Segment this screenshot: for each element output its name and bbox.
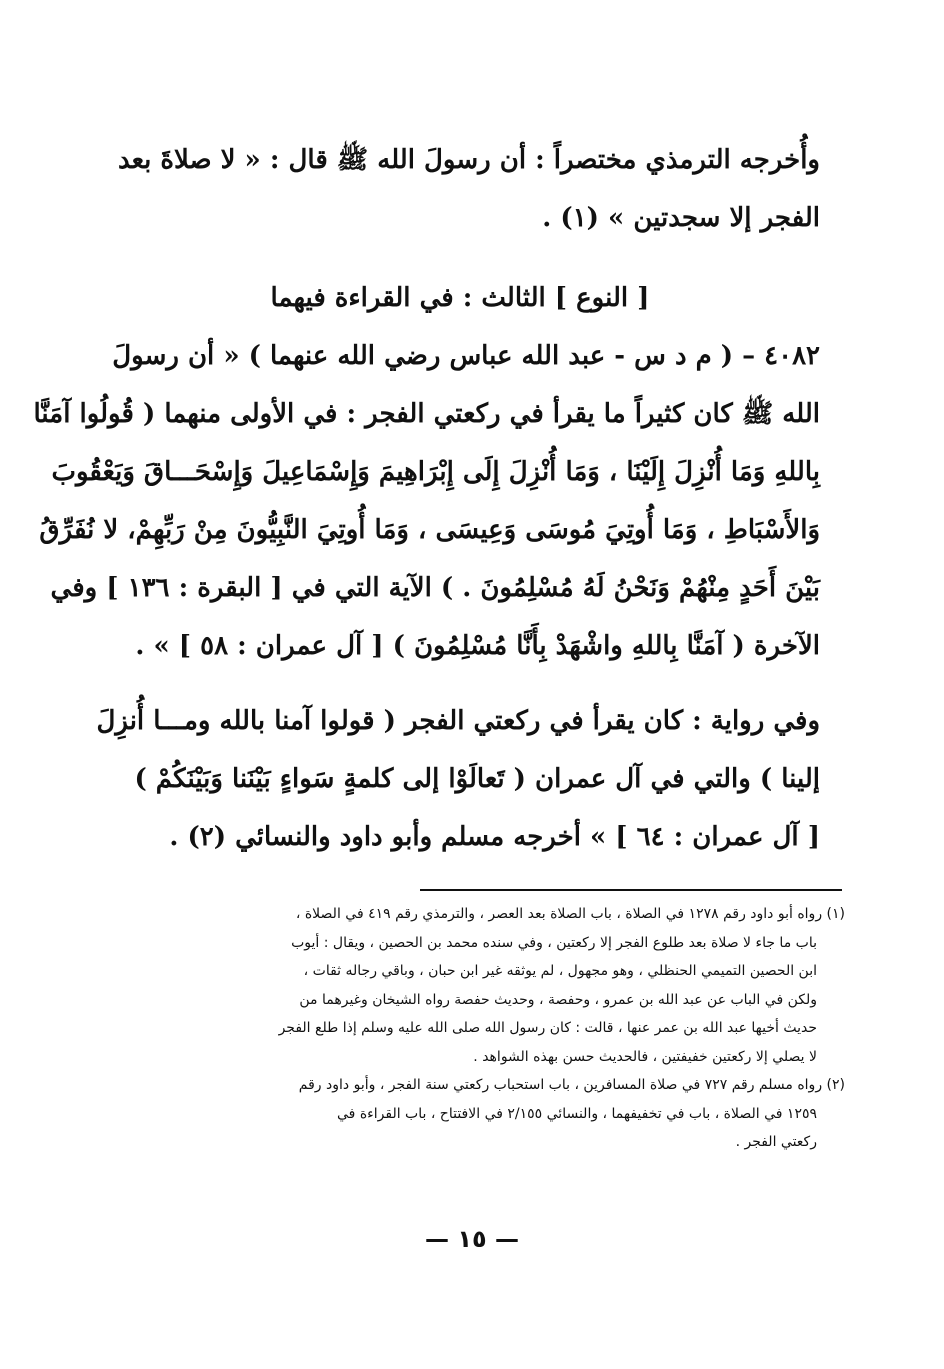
footnote-line: ابن الحصين التميمي الحنظلي ، وهو مجهول ، لم يوثقه غير ابن حبان ، وباقي رجاله ثقات ، [303, 963, 817, 979]
riwaya-paragraph [96, 692, 820, 866]
footnote-line: حديث أخيها عبد الله بن عمر عنها ، قالت : كان رسول الله صلى الله عليه وسلم إذا طلع الفجر [278, 1020, 817, 1036]
footnote-line: ١٢٥٩ في الصلاة ، باب في تخفيفهما ، والنسائي ٢/١٥٥ في الافتتاح ، باب القراءة في [337, 1105, 817, 1122]
footnote-line: باب ما جاء لا صلاة بعد طلوع الفجر إلا ركعتين ، وفي سنده محمد بن الحصين ، ويقال : أيوب [291, 934, 817, 951]
text-line: ٤٠٨٢ – ( م د س - عبد الله عباس رضي الله عنهما ) « أن رسولَ [112, 341, 820, 371]
text-line: الآخرة ( آمَنَّا بِاللهِ واشْهَدْ بِأَنَّا مُسْلِمُونَ ) [ آل عمران : ٥٨ ] » . [135, 631, 820, 661]
hadith-paragraph [33, 327, 820, 675]
footnote-line: لا يصلي إلا ركعتين خفيفتين ، فالحديث حسن بهذه الشواهد . [473, 1048, 817, 1065]
footnote-2 [100, 1071, 845, 1157]
footnote-1 [100, 900, 845, 1071]
text-line: وفي رواية : كان يقرأ في ركعتي الفجر ( قولوا آمنا بالله ومـــا أُنزِلَ [96, 706, 820, 736]
text-line: الله ﷺ كان كثيراً ما يقرأ في ركعتي الفجر : في الأولى منهما ( قُولُوا آمَنَّا [33, 399, 820, 429]
footnotes [100, 900, 845, 1157]
footnote-line: (١) رواه أبو داود رقم ١٢٧٨ في الصلاة ، باب الصلاة بعد العصر ، والترمذي رقم ٤١٩ في الصلاة ، [295, 906, 845, 922]
footnote-line: ركعتي الفجر . [735, 1134, 817, 1150]
footnote-divider [420, 889, 842, 891]
text-line: [ آل عمران : ٦٤ ] » أخرجه مسلم وأبو داود والنسائي (٢) . [169, 822, 820, 852]
section-heading: [ النوع ] الثالث : في القراءة فيهما [270, 283, 650, 313]
page-number: — ١٥ — [424, 1225, 519, 1253]
text-line: الفجر إلا سجدتين » (١) . [542, 203, 820, 233]
text-line: إلينا ) والتي في آل عمران ( تَعالَوْا إلى كلمةٍ سَواءٍ بَيْنَنا وَبَيْنَكُمْ ) [134, 764, 820, 794]
footnote-line: (٢) رواه مسلم رقم ٧٢٧ في صلاة المسافرين ، باب استحباب ركعتي سنة الفجر ، وأبو داود رقم [298, 1077, 845, 1093]
text-line: وَالأَسْبَاطِ ، وَمَا أُوتِيَ مُوسَى وَعِيسَى ، وَمَا أُوتِيَ النَّبِيُّونَ مِنْ رَبِّهِمْ، لا نُفَرِّقُ [39, 515, 820, 545]
intro-paragraph [100, 131, 820, 247]
text-line: بَيْنَ أَحَدٍ مِنْهُمْ وَنَحْنُ لَهُ مُسْلِمُونَ . ) الآية التي في [ البقرة : ١٣٦ ] وفي [50, 573, 820, 603]
footnote-line: ولكن في الباب عن عبد الله بن عمرو ، وحفصة ، وحديث حفصة رواه الشيخان وغيرهما من [299, 991, 817, 1008]
text-line: بِاللهِ وَمَا أُنْزِلَ إِلَيْنَا ، وَمَا أُنْزِلَ إِلَى إِبْرَاهِيمَ وَإِسْمَاعِيلَ وَإِسْحَـــاقَ وَيَعْقُوبَ [51, 457, 820, 487]
text-line: وأُخرجه الترمذي مختصراً : أن رسولَ الله ﷺ قال : « لا صلاةَ بعد [117, 145, 820, 175]
